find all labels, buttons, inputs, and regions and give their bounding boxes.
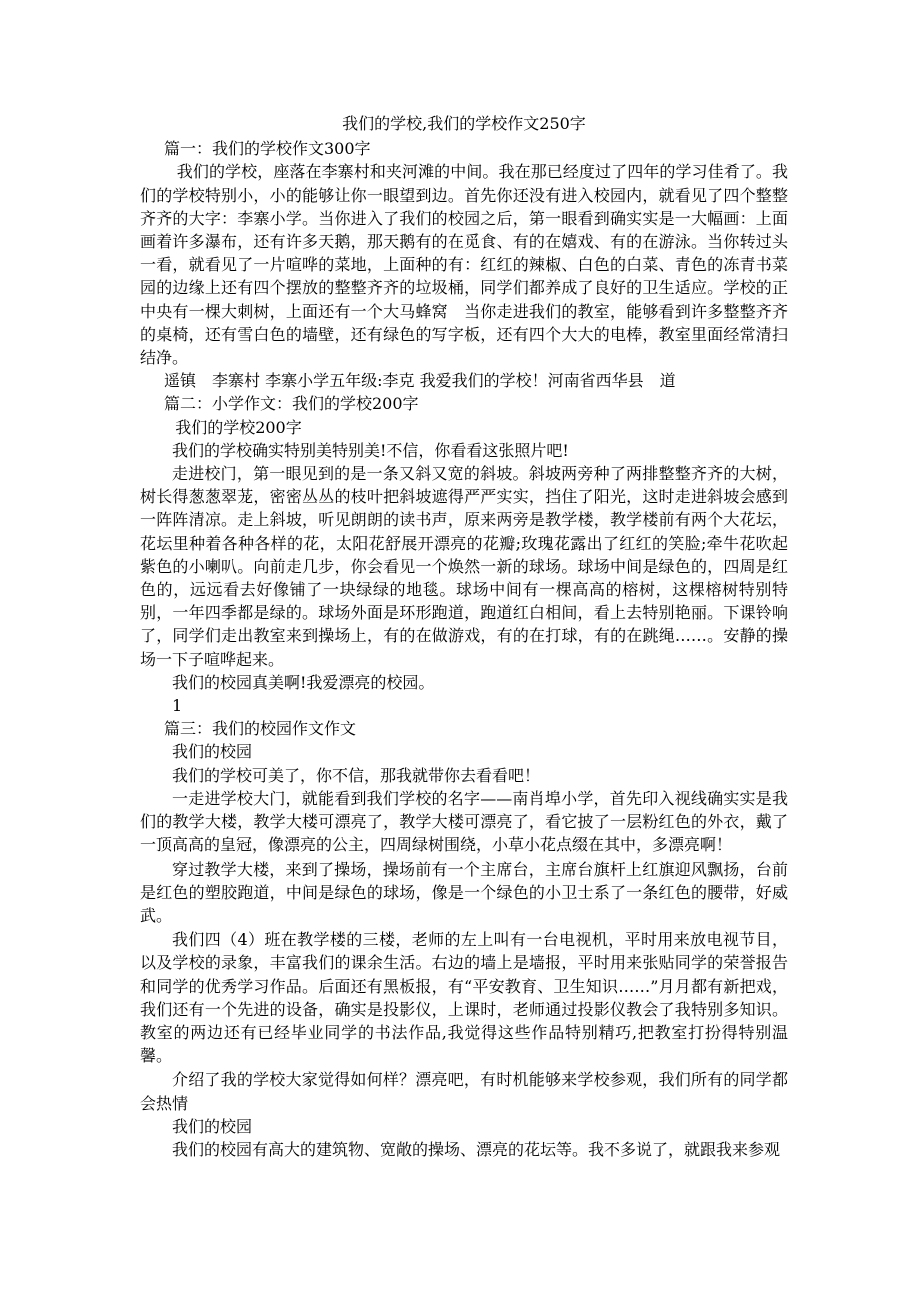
paragraph: 走进校门，第一眼见到的是一条又斜又宽的斜坡。斜坡两旁种了两排整整齐齐的大树，树长得葱葱翠茏，密密丛丛的枝叶把斜坡遮得严严实实，挡住了阳光，这时走进斜坡会感到一阵阵清凉。走上斜坡，听见朗朗的读书声，原来两旁是教学楼，教学楼前有两个大花坛，花坛里种着各种各样的花，太阳花舒展开漂亮的花瓣;玫瑰花露出了红红的笑脸;牵牛花吹起紫色的小喇叭。向前走几步，你会看见一个焕然一新的球场。球场中间是绿色的，四周是红色的，远远看去好像铺了一块绿绿的地毯。球场中间有一棵高高的榕树，这棵榕树特别特别，一年四季都是绿的。球场外面是环形跑道，跑道红白相间，看上去特别艳丽。下课铃响了，同学们走出教室来到操场上，有的在做游戏，有的在打球，有的在跳绳……。安静的操场一下子喧哗起来。 — [140, 464, 788, 669]
paragraph: 我们四（4）班在教学楼的三楼，老师的左上叫有一台电视机，平时用来放电视节目，以及学校的录象，丰富我们的课余生活。右边的墙上是墙报，平时用来张贴同学的荣誉报告和同学的优秀学习作品。后面还有黑板报，有“平安教育、卫生知识……”月月都有新把戏，我们还有一个先进的设备，确实是投影仪，上课时，老师通过投影仪教会了我特别多知识。教室的两边还有已经毕业同学的书法作品,我觉得这些作品特别精巧,把教室打扮得特别温馨。 — [140, 930, 788, 1066]
page-number: 1 — [172, 696, 183, 716]
paragraph-subtitle: 我们的校园 — [172, 1116, 253, 1136]
paragraph: 我们的学校可美了，你不信，那我就带你去看看吧！ — [172, 765, 541, 785]
document-page — [140, 112, 788, 1161]
paragraph-subtitle: 我们的学校200字 — [175, 417, 302, 437]
paragraph: 介绍了我的学校大家觉得如何样？漂亮吧，有时机能够来学校参观，我们所有的同学都会热情 — [140, 1070, 788, 1113]
paragraph: 我们的学校确实特别美特别美!不信，你看看这张照片吧! — [172, 440, 569, 460]
paragraph: 穿过教学大楼，来到了操场，操场前有一个主席台，主席台旗杆上红旗迎风飘扬，台前是红色的塑胶跑道，中间是绿色的球场，像是一个绿色的小卫士系了一条红色的腰带，好威武。 — [140, 859, 788, 925]
paragraph-byline: 遥镇 李寨村 李寨小学五年级:李克 我爱我们的学校！河南省西华县 道 — [164, 371, 676, 391]
paragraph-subtitle: 我们的校园 — [172, 742, 253, 762]
paragraph: 我们的校园有高大的建筑物、宽敞的操场、漂亮的花坛等。我不多说了，就跟我来参观 — [172, 1139, 781, 1159]
section-heading-2: 篇二：小学作文：我们的学校200字 — [164, 394, 419, 414]
section-heading-3: 篇三：我们的校园作文作文 — [164, 719, 357, 739]
paragraph: 我们的学校，座落在李寨村和夹河滩的中间。我在那已经度过了四年的学习佳肴了。我们的学校特别小，小的能够让你一眼望到边。首先你还没有进入校园内，就看见了四个整整齐齐的大字：李寨小学。当你进入了我们的校园之后，第一眼看到确实实是一大幅画：上面画着许多瀑布，还有许多天鹅，那天鹅有的在觅食、有的在嬉戏、有的在游泳。当你转过头一看，就看见了一片喧哗的菜地，上面种的有：红红的辣椒、白色的白菜、青色的冻青书菜园的边缘上还有四个摆放的整整齐齐的垃圾桶，同学们都养成了良好的卫生适应。学校的正中央有一棵大刺树，上面还有一个大马蜂窝 当你走进我们的教室，能够看到许多整整齐齐的桌椅，还有雪白色的墙壁，还有绿色的写字板，还有四个大大的电棒，教室里面经常清扫结净。 — [140, 162, 788, 368]
section-heading-1: 篇一：我们的学校作文300字 — [164, 139, 371, 159]
paragraph: 我们的校园真美啊!我爱漂亮的校园。 — [172, 672, 435, 692]
document-title: 我们的学校,我们的学校作文250字 — [342, 114, 586, 133]
paragraph: 一走进学校大门，就能看到我们学校的名字——南肖埠小学，首先印入视线确实实是我们的教学大楼，教学大楼可漂亮了，教学大楼可漂亮了，看它披了一层粉红色的外衣，戴了一顶高高的皇冠，像漂亮的公主，四周绿树围绕，小草小花点缀在其中，多漂亮啊！ — [140, 788, 788, 855]
